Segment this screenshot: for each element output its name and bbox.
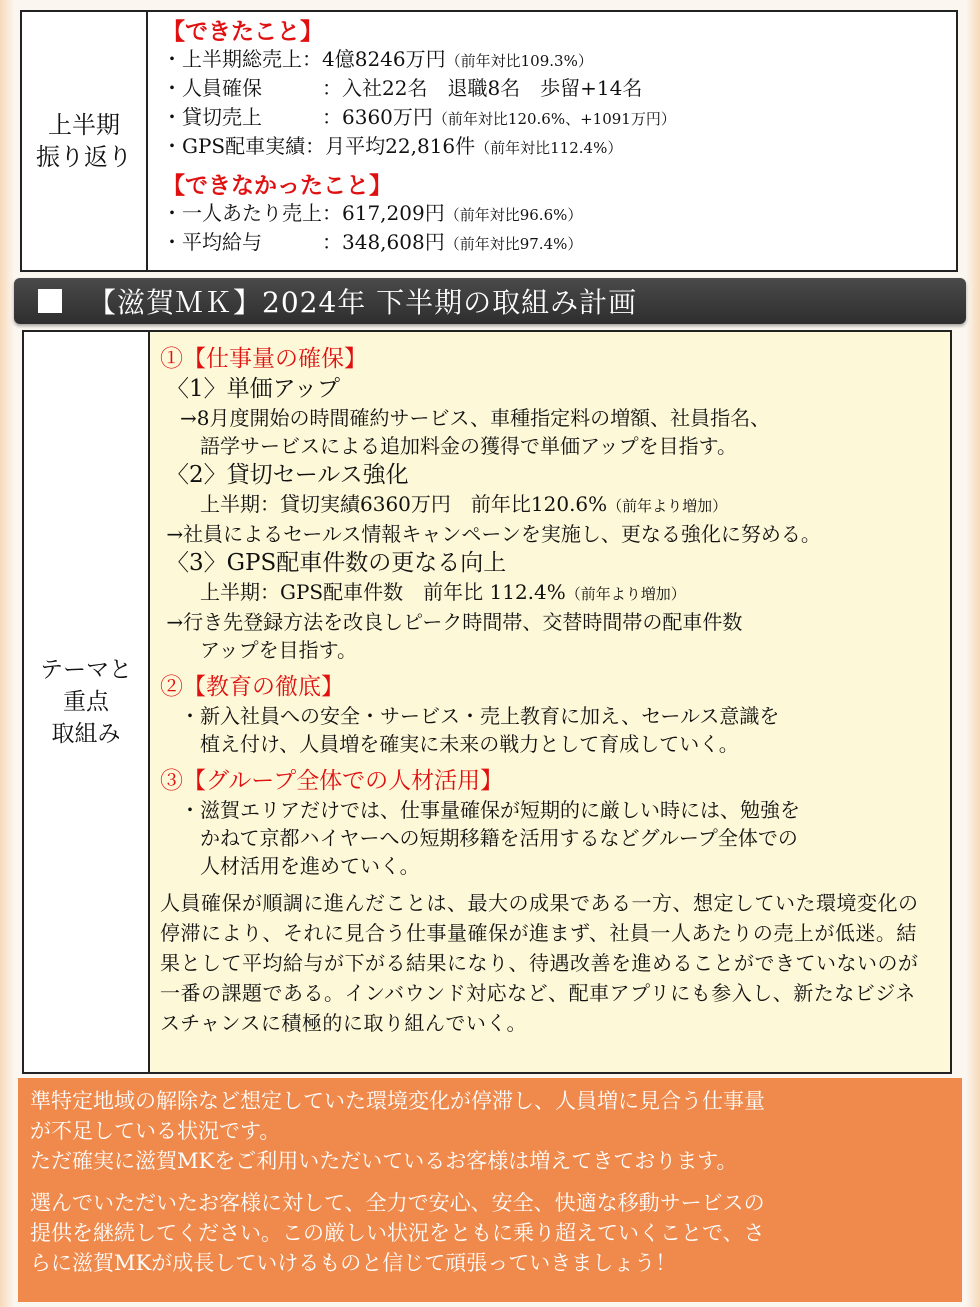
review-content <box>148 12 956 270</box>
plan-text-line: 語学サービスによる追加料金の獲得で単価アップを目指す。 <box>160 434 737 458</box>
message-line: らに滋賀MKが成長していけるものと信じて頑張っていきましょう！ <box>30 1251 677 1275</box>
plan-text-line: アップを目指す。 <box>160 638 357 662</box>
plan-label-line-1: テーマと <box>40 657 132 683</box>
plan-text-line: →8月度開始の時間確約サービス、車種指定料の増額、社員指名、 <box>160 406 771 430</box>
not-done-item: ・平均給与 ：348,608円（前年対比97.4%） <box>162 230 583 254</box>
plan-table <box>22 330 952 1074</box>
review-label-line-2: 振り返り <box>36 143 132 171</box>
summary-paragraph: 人員確保が順調に進んだことは、最大の成果である一方、想定していた環境変化の停滞により、それに見合う仕事量確保が進まず、社員一人あたりの売上が低迷。結果として平均給与が下がる結果になり、待遇改善を進めることができていないのが一番の課題である。インバウンド対応など、配車アプリにも参入し、新たなビジネスチャンスに積極的に取り組んでいく。 <box>160 891 919 1035</box>
plan-label-cell <box>24 332 150 1072</box>
section-2-heading: ②【教育の徹底】 <box>160 674 344 700</box>
closing-message-box <box>18 1078 962 1302</box>
plan-label-line-2: 重点 <box>63 689 109 715</box>
plan-label-line-3: 取組み <box>51 721 121 747</box>
plan-text-line: ・新入社員への安全・サービス・売上教育に加え、セールス意識を <box>160 704 780 728</box>
first-half-review-table <box>20 10 958 272</box>
plan-text-line: →社員によるセールス情報キャンペーンを実施し、更なる強化に努める。 <box>160 522 821 546</box>
charter-stat-line: 上半期：貸切実績6360万円 前年比120.6%（前年より増加） <box>160 492 728 516</box>
done-item: ・上半期総売上：4億8246万円（前年対比109.3%） <box>162 47 593 71</box>
done-heading: 【できたこと】 <box>162 18 323 45</box>
plan-text-line: →行き先登録方法を改良しピーク時間帯、交替時間帯の配車件数 <box>160 610 743 634</box>
not-done-heading: 【できなかったこと】 <box>162 172 392 199</box>
done-item: ・人員確保 ：入社22名 退職8名 歩留+14名 <box>162 76 643 100</box>
done-item: ・貸切売上 ：6360万円（前年対比120.6%、+1091万円） <box>162 105 676 129</box>
plan-content <box>150 332 950 1072</box>
subsection-unit-price: 〈1〉単価アップ <box>166 376 341 402</box>
square-bullet-icon <box>38 289 62 313</box>
plan-text-line: ・滋賀エリアだけでは、仕事量確保が短期的に厳しい時には、勉強を <box>160 798 800 822</box>
subsection-gps-dispatch: 〈3〉GPS配車件数の更なる向上 <box>166 550 507 576</box>
done-item: ・GPS配車実績：月平均22,816件（前年対比112.4%） <box>162 134 623 158</box>
plan-text-line: 人材活用を進めていく。 <box>160 854 420 878</box>
message-line: 提供を継続してください。この厳しい状況をともに乗り超えていくことで、さ <box>30 1221 765 1245</box>
message-line: ただ確実に滋賀MKをご利用いただいているお客様は増えてきております。 <box>30 1149 738 1173</box>
review-label-line-1: 上半期 <box>48 111 120 139</box>
gps-stat-line: 上半期：GPS配車件数 前年比 112.4%（前年より増加） <box>160 580 686 604</box>
message-line: が不足している状況です。 <box>30 1119 281 1143</box>
message-line: 選んでいただいたお客様に対して、全力で安心、安全、快適な移動サービスの <box>30 1191 765 1215</box>
plan-text-line: かねて京都ハイヤーへの短期移籍を活用するなどグループ全体での <box>160 826 798 850</box>
plan-title: 【滋賀ＭＫ】2024年 下半期の取組み計画 <box>88 286 638 319</box>
review-label-cell <box>22 12 148 270</box>
plan-text-line: 植え付け、人員増を確実に未来の戦力として育成していく。 <box>160 732 739 756</box>
message-line: 準特定地域の解除など想定していた環境変化が停滞し、人員増に見合う仕事量 <box>30 1089 765 1113</box>
section-1-heading: ①【仕事量の確保】 <box>160 346 367 372</box>
subsection-charter-sales: 〈2〉貸切セールス強化 <box>166 462 409 488</box>
plan-title-banner <box>14 278 966 324</box>
not-done-item: ・一人あたり売上：617,209円（前年対比96.6%） <box>162 201 583 225</box>
section-3-heading: ③【グループ全体での人材活用】 <box>160 768 504 794</box>
